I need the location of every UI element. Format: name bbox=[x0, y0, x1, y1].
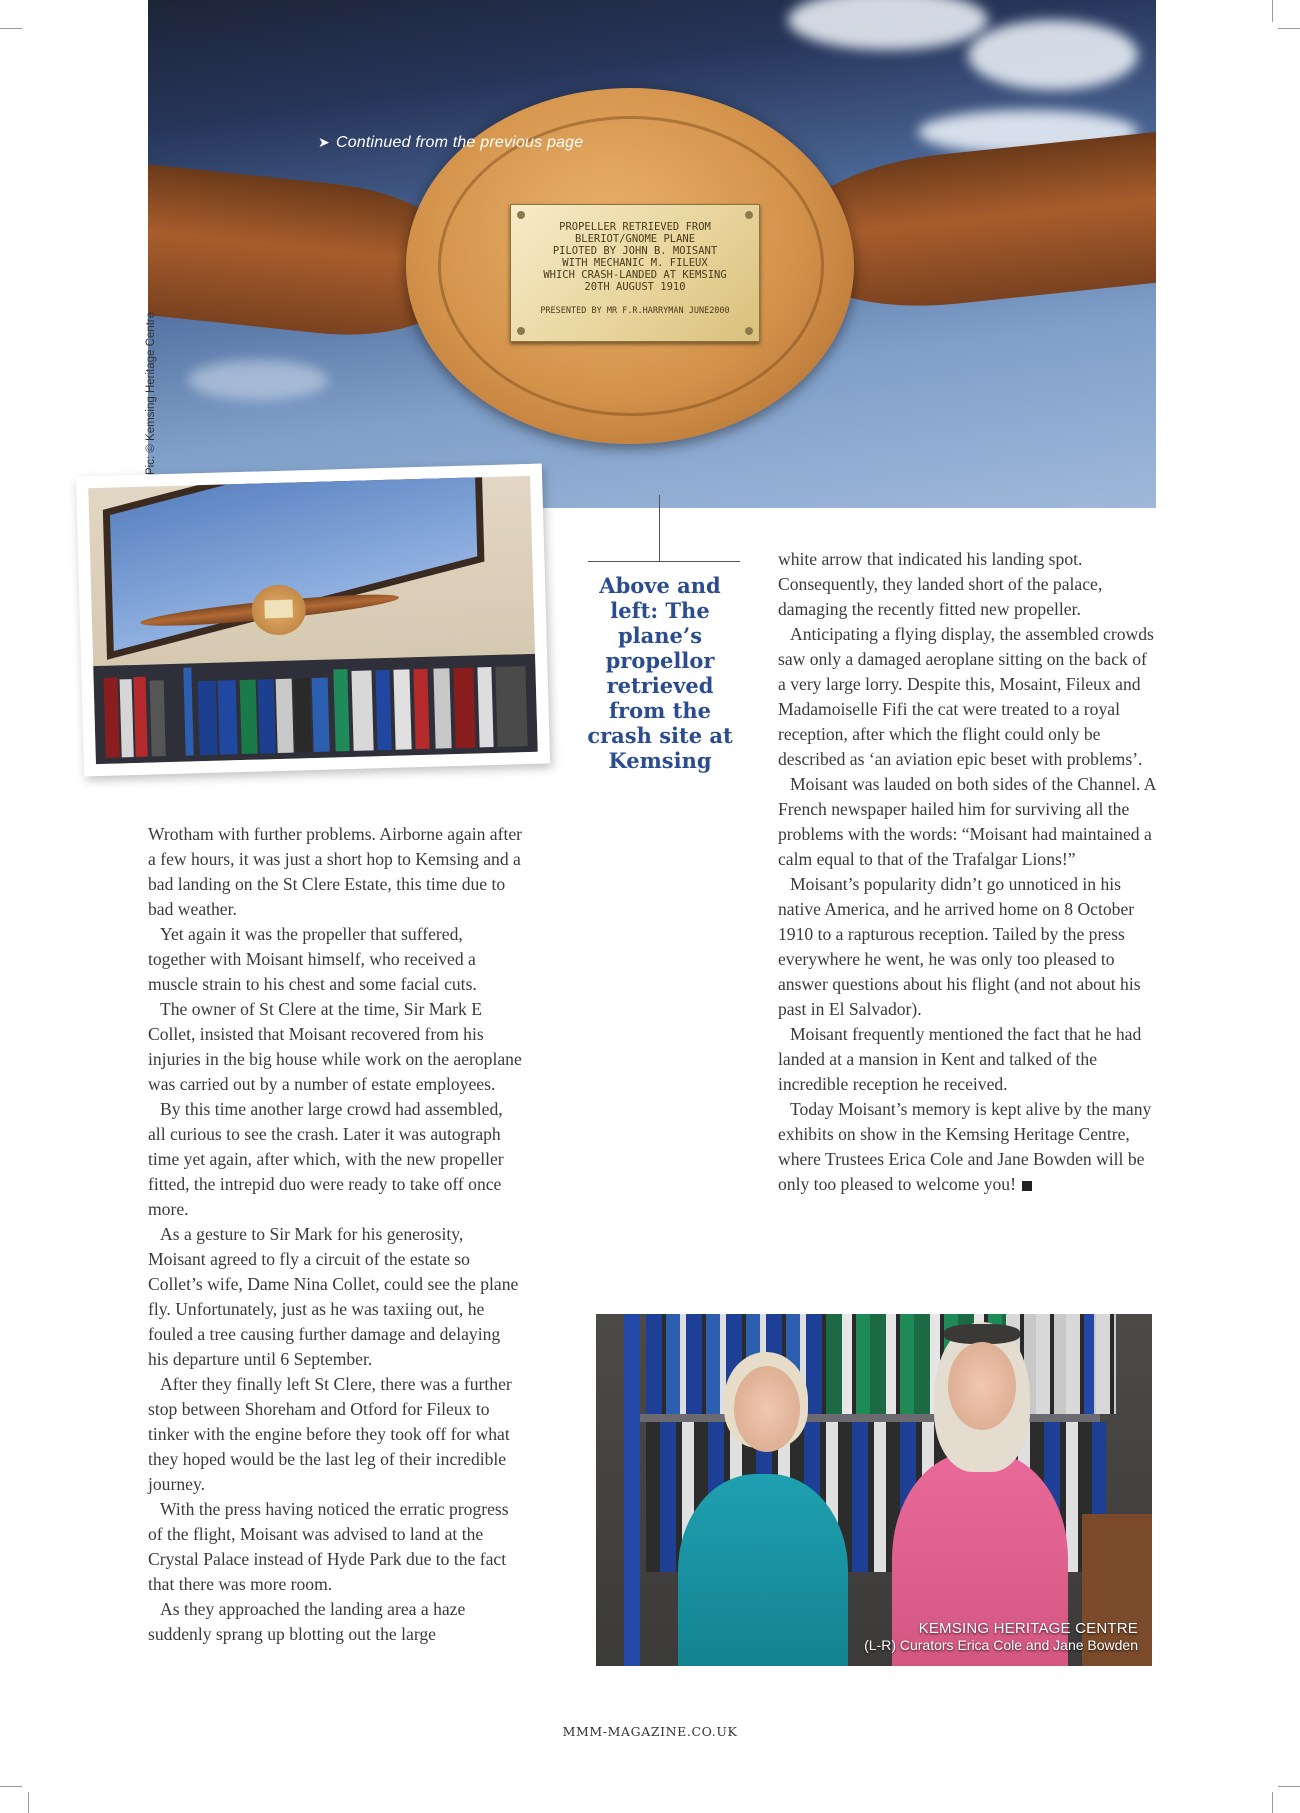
crop-mark bbox=[28, 1792, 29, 1813]
paragraph: white arrow that indicated his landing spot. Consequently, they landed short of the palace, damaging the recently fitted new propeller. bbox=[778, 549, 1103, 619]
person-left bbox=[678, 1474, 848, 1666]
screw-icon bbox=[745, 211, 753, 219]
display-case bbox=[103, 476, 485, 660]
crop-mark bbox=[0, 28, 22, 29]
crop-mark bbox=[0, 1786, 22, 1787]
cloud-shape bbox=[968, 20, 1138, 90]
binder bbox=[183, 667, 193, 755]
binder bbox=[276, 679, 294, 753]
inset-photo-image bbox=[88, 476, 538, 764]
plaque-presented: PRESENTED BY MR F.R.HARRYMAN JUNE2000 bbox=[540, 306, 730, 316]
binder bbox=[333, 669, 349, 751]
paragraph-final bbox=[778, 1097, 1156, 1197]
page-footer: MMM-MAGAZINE.CO.UK bbox=[562, 1724, 738, 1739]
shelf-board bbox=[640, 1414, 1100, 1422]
paragraph: After they finally left St Clere, there was a further stop between Shoreham and Otford for Fileux to tinker with the engine before they took off for what they hoped would be the last leg of their incredible journey. bbox=[148, 1374, 512, 1494]
headband bbox=[944, 1324, 1020, 1344]
paragraph: As they approached the landing area a haze suddenly sprang up blotting out the large bbox=[148, 1599, 466, 1644]
screw-icon bbox=[517, 327, 525, 335]
binder bbox=[433, 668, 451, 748]
paragraph: With the press having noticed the erratic progress of the flight, Moisant was advised to land at the Crystal Palace instead of Hyde Park due to the fact that there was more room. bbox=[148, 1499, 509, 1594]
continued-text: Continued from the previous page bbox=[335, 134, 584, 151]
end-mark-icon bbox=[1022, 1181, 1032, 1191]
curators-photo bbox=[596, 1314, 1152, 1666]
article-column-left bbox=[148, 822, 522, 1647]
screw-icon bbox=[517, 211, 525, 219]
screw-icon bbox=[745, 327, 753, 335]
caption-pointer-line bbox=[659, 495, 660, 561]
binder bbox=[150, 680, 166, 756]
binder bbox=[393, 669, 411, 749]
propeller-photo bbox=[148, 0, 1156, 508]
binder bbox=[413, 669, 429, 749]
inset-photo bbox=[76, 464, 550, 777]
binder bbox=[453, 668, 475, 749]
crop-mark bbox=[1272, 0, 1273, 22]
plaque-shape bbox=[264, 600, 292, 619]
binder bbox=[198, 681, 218, 755]
photo-credit: Pic: © Kemsing Heritage Centre bbox=[145, 311, 157, 475]
paragraph: By this time another large crowd had assembled, all curious to see the crash. Later it was autograph time yet again, after which, with the new propeller fitted, the intrepid duo were ready to take off once more. bbox=[148, 1099, 504, 1219]
curators-caption-subtitle: (L-R) Curators Erica Cole and Jane Bowden bbox=[864, 1637, 1138, 1653]
head-shape bbox=[734, 1366, 800, 1452]
binder bbox=[312, 678, 330, 752]
article-column-right bbox=[778, 547, 1156, 1197]
binder bbox=[218, 680, 238, 754]
paragraph: As a gesture to Sir Mark for his generosity, Moisant agreed to fly a circuit of the estate so Collet’s wife, Dame Nina Collet, could see the plane fly. Unfortunately, just as he was taxiing out, he fouled a tree causing further damage and delaying his departure until 6 September. bbox=[148, 1224, 519, 1369]
photo-caption-callout: Above and left: The plane’s propellor retrieved from the crash site at Kemsing bbox=[587, 573, 733, 773]
binder bbox=[351, 670, 373, 751]
crop-mark bbox=[1278, 28, 1300, 29]
paragraph: The owner of St Clere at the time, Sir Mark E Collet, insisted that Moisant recovered from his injuries in the big house while work on the aeroplane was carried out by a number of estate employees. bbox=[148, 999, 522, 1094]
crop-mark bbox=[1278, 1786, 1300, 1787]
binder bbox=[495, 666, 527, 747]
binder bbox=[104, 677, 120, 757]
curators-caption-title: KEMSING HERITAGE CENTRE bbox=[918, 1620, 1138, 1637]
binder bbox=[258, 679, 276, 753]
continued-note bbox=[318, 134, 583, 152]
arrow-right-icon: ➤ bbox=[318, 134, 330, 150]
brass-plaque bbox=[510, 204, 760, 342]
paragraph-text: Today Moisant’s memory is kept alive by the many exhibits on show in the Kemsing Heritage Centre, where Trustees Erica Cole and Jane Bowden will be only too pleased to welcome you! bbox=[778, 1099, 1152, 1194]
cloud-shape bbox=[188, 360, 328, 400]
crop-mark bbox=[1272, 1792, 1273, 1813]
paragraph: Moisant was lauded on both sides of the Channel. A French newspaper hailed him for surviving all the problems with the words: “Moisant had maintained a calm equal to that of the Trafalgar Lions!” bbox=[778, 774, 1156, 869]
binder bbox=[120, 679, 134, 757]
binder bbox=[477, 667, 493, 747]
plaque-text: PROPELLER RETRIEVED FROM BLERIOT/GNOME PLANE PILOTED BY JOHN B. MOISANT WITH MECHANIC M. FILEUX WHICH CRASH-LANDED AT KEMSING 20TH AUGUST 1910 bbox=[543, 221, 727, 293]
curators-caption bbox=[864, 1620, 1138, 1654]
paragraph: Anticipating a flying display, the assembled crowds saw only a damaged aeroplane sitting on the back of a very large lorry. Despite this, Mosaint, Fileux and Madamoiselle Fifi the cat were treated to a royal reception, after which the flight could only be described as ‘an aviation epic beset with problems’. bbox=[778, 624, 1154, 769]
bookshelf bbox=[93, 654, 538, 764]
paragraph: Moisant frequently mentioned the fact that he had landed at a mansion in Kent and talked of the incredible reception he received. bbox=[778, 1024, 1142, 1094]
shelf-upright bbox=[624, 1314, 640, 1666]
binder bbox=[134, 677, 148, 757]
binder bbox=[375, 670, 391, 750]
head-shape bbox=[948, 1342, 1016, 1430]
caption-rule bbox=[588, 561, 740, 562]
paragraph: Moisant’s popularity didn’t go unnoticed in his native America, and he arrived home on 8 October 1910 to a rapturous reception. Tailed by the press everywhere he went, he was only too pleased to answer questions about his flight (and not about his past in El Salvador). bbox=[778, 874, 1141, 1019]
binder bbox=[294, 678, 312, 752]
paragraph: Wrotham with further problems. Airborne again after a few hours, it was just a short hop to Kemsing and a bad landing on the St Clere Estate, this time due to bad weather. bbox=[148, 824, 523, 919]
paragraph: Yet again it was the propeller that suffered, together with Moisant himself, who received a muscle strain to his chest and some facial cuts. bbox=[148, 924, 477, 994]
binder bbox=[240, 680, 258, 754]
cloud-shape bbox=[788, 0, 988, 50]
